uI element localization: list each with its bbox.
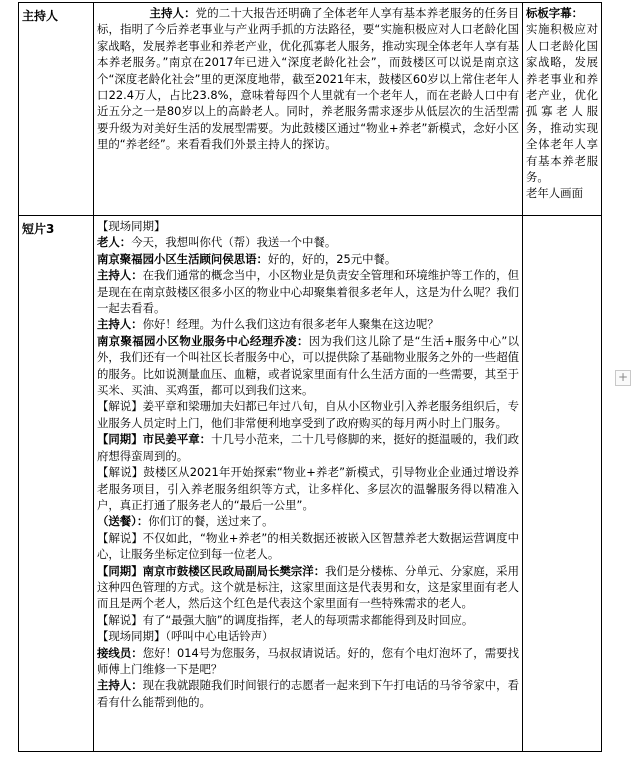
- script-line: [97, 677, 519, 710]
- speaker-label: 主持人：: [97, 317, 143, 332]
- script-line: [97, 530, 519, 563]
- script-line: [97, 333, 519, 399]
- script-line: [97, 234, 519, 250]
- script-line: [97, 464, 519, 513]
- script-line: [97, 513, 519, 529]
- caption-text: 实施积极应对人口老龄化国家战略，发展养老事业和养老产业，优化孤寡老人服务，推动实现全体老年人享有基本养老服务。: [526, 22, 598, 185]
- document: [18, 2, 602, 752]
- line-text: 今天，我想叫你代（帮）我送一个中餐。: [131, 235, 337, 250]
- line-text: 好的，好的，25元中餐。: [267, 251, 397, 266]
- speaker-label: 主持人：: [97, 268, 143, 283]
- line-text: 因为我们这儿除了是“生活+服务中心”以外，我们还有一个叫社区长者服务中心，可以提供除了基础物业服务之外的一些超值的服务。比如说测量血压、血糖，或者说家里面有什么生活方面的一些需要，其至于买米、买油、买鸡蛋，都可以到我们这来。: [97, 333, 519, 398]
- caption-note: 老年人画面: [526, 186, 583, 201]
- line-text: 现在我就跟随我们时间银行的志愿者一起来到下午打电话的马爷爷家中，看看有什么能帮到他的。: [97, 678, 519, 709]
- script-line: [97, 431, 519, 464]
- content-cell: [94, 216, 523, 752]
- table-row: [19, 216, 602, 752]
- script-line: [97, 563, 519, 612]
- speaker-label: （送餐）：: [97, 514, 149, 529]
- script-line: [97, 218, 519, 234]
- speaker-label: 南京聚福园小区生活顾问侯思语：: [97, 251, 268, 266]
- speaker-label: 接线员：: [97, 645, 143, 660]
- speaker-label: 主持人：: [149, 6, 196, 20]
- caption-cell: [523, 3, 602, 216]
- speaker-label: 【同期】南京市鼓楼区民政局副局长樊宗洋：: [97, 563, 326, 578]
- script-table: [18, 2, 602, 752]
- row-label-cell: [19, 216, 94, 752]
- speaker-label: 【同期】市民姜平章：: [97, 432, 212, 447]
- line-text: 十几号小范来，二十几号修脚的来，挺好的挺温暖的，我们政府想得蛮周到的。: [97, 432, 519, 463]
- caption-cell: [523, 216, 602, 752]
- line-text: 【解说】不仅如此，“物业+养老”的相关数据还被嵌入区智慧养老大数据运营调度中心，让服务坐标定位到每一位老人。: [97, 530, 519, 562]
- caption-title: 标板字幕：: [526, 6, 583, 20]
- script-line: [97, 251, 519, 267]
- host-paragraph: [97, 5, 519, 153]
- speaker-label: 主持人：: [97, 678, 143, 693]
- line-text: 【现场同期】: [97, 219, 166, 233]
- line-text: 【解说】姜平章和梁珊加夫妇都已年过八旬，自从小区物业引入养老服务组织后，专业服务人员定时上门，他们非常便利地享受到了政府购买的每月两小时上门服务。: [97, 399, 519, 430]
- content-cell: [94, 3, 523, 216]
- script-line: [97, 628, 519, 644]
- script-line: [97, 612, 519, 628]
- line-text: 【解说】有了“最强大脑”的调度指挥，老人的每项需求都能得到及时回应。: [97, 612, 474, 627]
- line-text: 您好！014号为您服务，马叔叔请说话。好的，您有个电灯泡坏了，需要找师傅上门维修一下是吧？: [97, 645, 519, 676]
- script-line: [97, 645, 519, 678]
- line-text: 我们是分楼栋、分单元、分家庭，采用这种四色管理的方式。这个就是标注，这家里面这是代表男和女，这是家里面有老人而且是两个老人，然后这个红色是代表这个家里面有一些特殊需求的老人。: [97, 563, 519, 611]
- line-text: 你好！经理。为什么我们这边有很多老年人聚集在这边呢？: [142, 317, 439, 332]
- speaker-label: 老人：: [97, 235, 132, 250]
- script-line: [97, 398, 519, 431]
- line-text: 【解说】鼓楼区从2021年开始探索“物业+养老”新模式，引导物业企业通过增设养老服务项目，引入养老服务组织等方式，让多样化、多层次的温馨服务得以精准入户，真正打通了服务老人的“最后一公里”。: [97, 465, 519, 512]
- table-row: [19, 3, 602, 216]
- line-text: 【现场同期】（呼叫中心电话铃声）: [97, 629, 274, 644]
- line-text: 你们订的餐，送过来了。: [148, 514, 274, 529]
- line-text: 在我们通常的概念当中，小区物业是负责安全管理和环境维护等工作的，但是现在在南京鼓楼区很多小区的物业中心却聚集着很多老年人，这是为什么呢？我们一起去看看。: [97, 268, 519, 316]
- script-line: [97, 267, 519, 316]
- speaker-label: 南京聚福园小区物业服务中心经理乔凌：: [97, 333, 309, 348]
- row-label: 主持人: [22, 9, 59, 23]
- paragraph-text: 党的二十大报告还明确了全体老年人享有基本养老服务的任务目标，指明了今后养老事业与产业两手抓的方法路径，要“实施积极应对人口老龄化国家战略，发展养老事业和养老产业，优化孤寡老人服务，推动实现全体老年人享有基本养老服务。”南京在2017年已进入“深度老龄化社会”，而鼓楼区可以说是南京这个“深度老龄化社会”里的更深度地带，截至2021年末，鼓楼区60岁以上常住老年人口22.4万人，占比23.8%，意味着每四个人里就有一个老年人，而在老龄人口中有近五分之一是80岁以上的高龄老人。同时，养老服务需求逐步从低层次的生活型需要升级为对美好生活的发展型需要。为此鼓楼区通过“物业+养老”新模式，念好小区里的“养老经”。来看看我们外景主持人的探访。: [97, 6, 519, 152]
- script-line: [97, 316, 519, 332]
- expand-handle-icon[interactable]: +: [615, 370, 631, 386]
- row-label: 短片3: [22, 222, 55, 236]
- row-label-cell: [19, 3, 94, 216]
